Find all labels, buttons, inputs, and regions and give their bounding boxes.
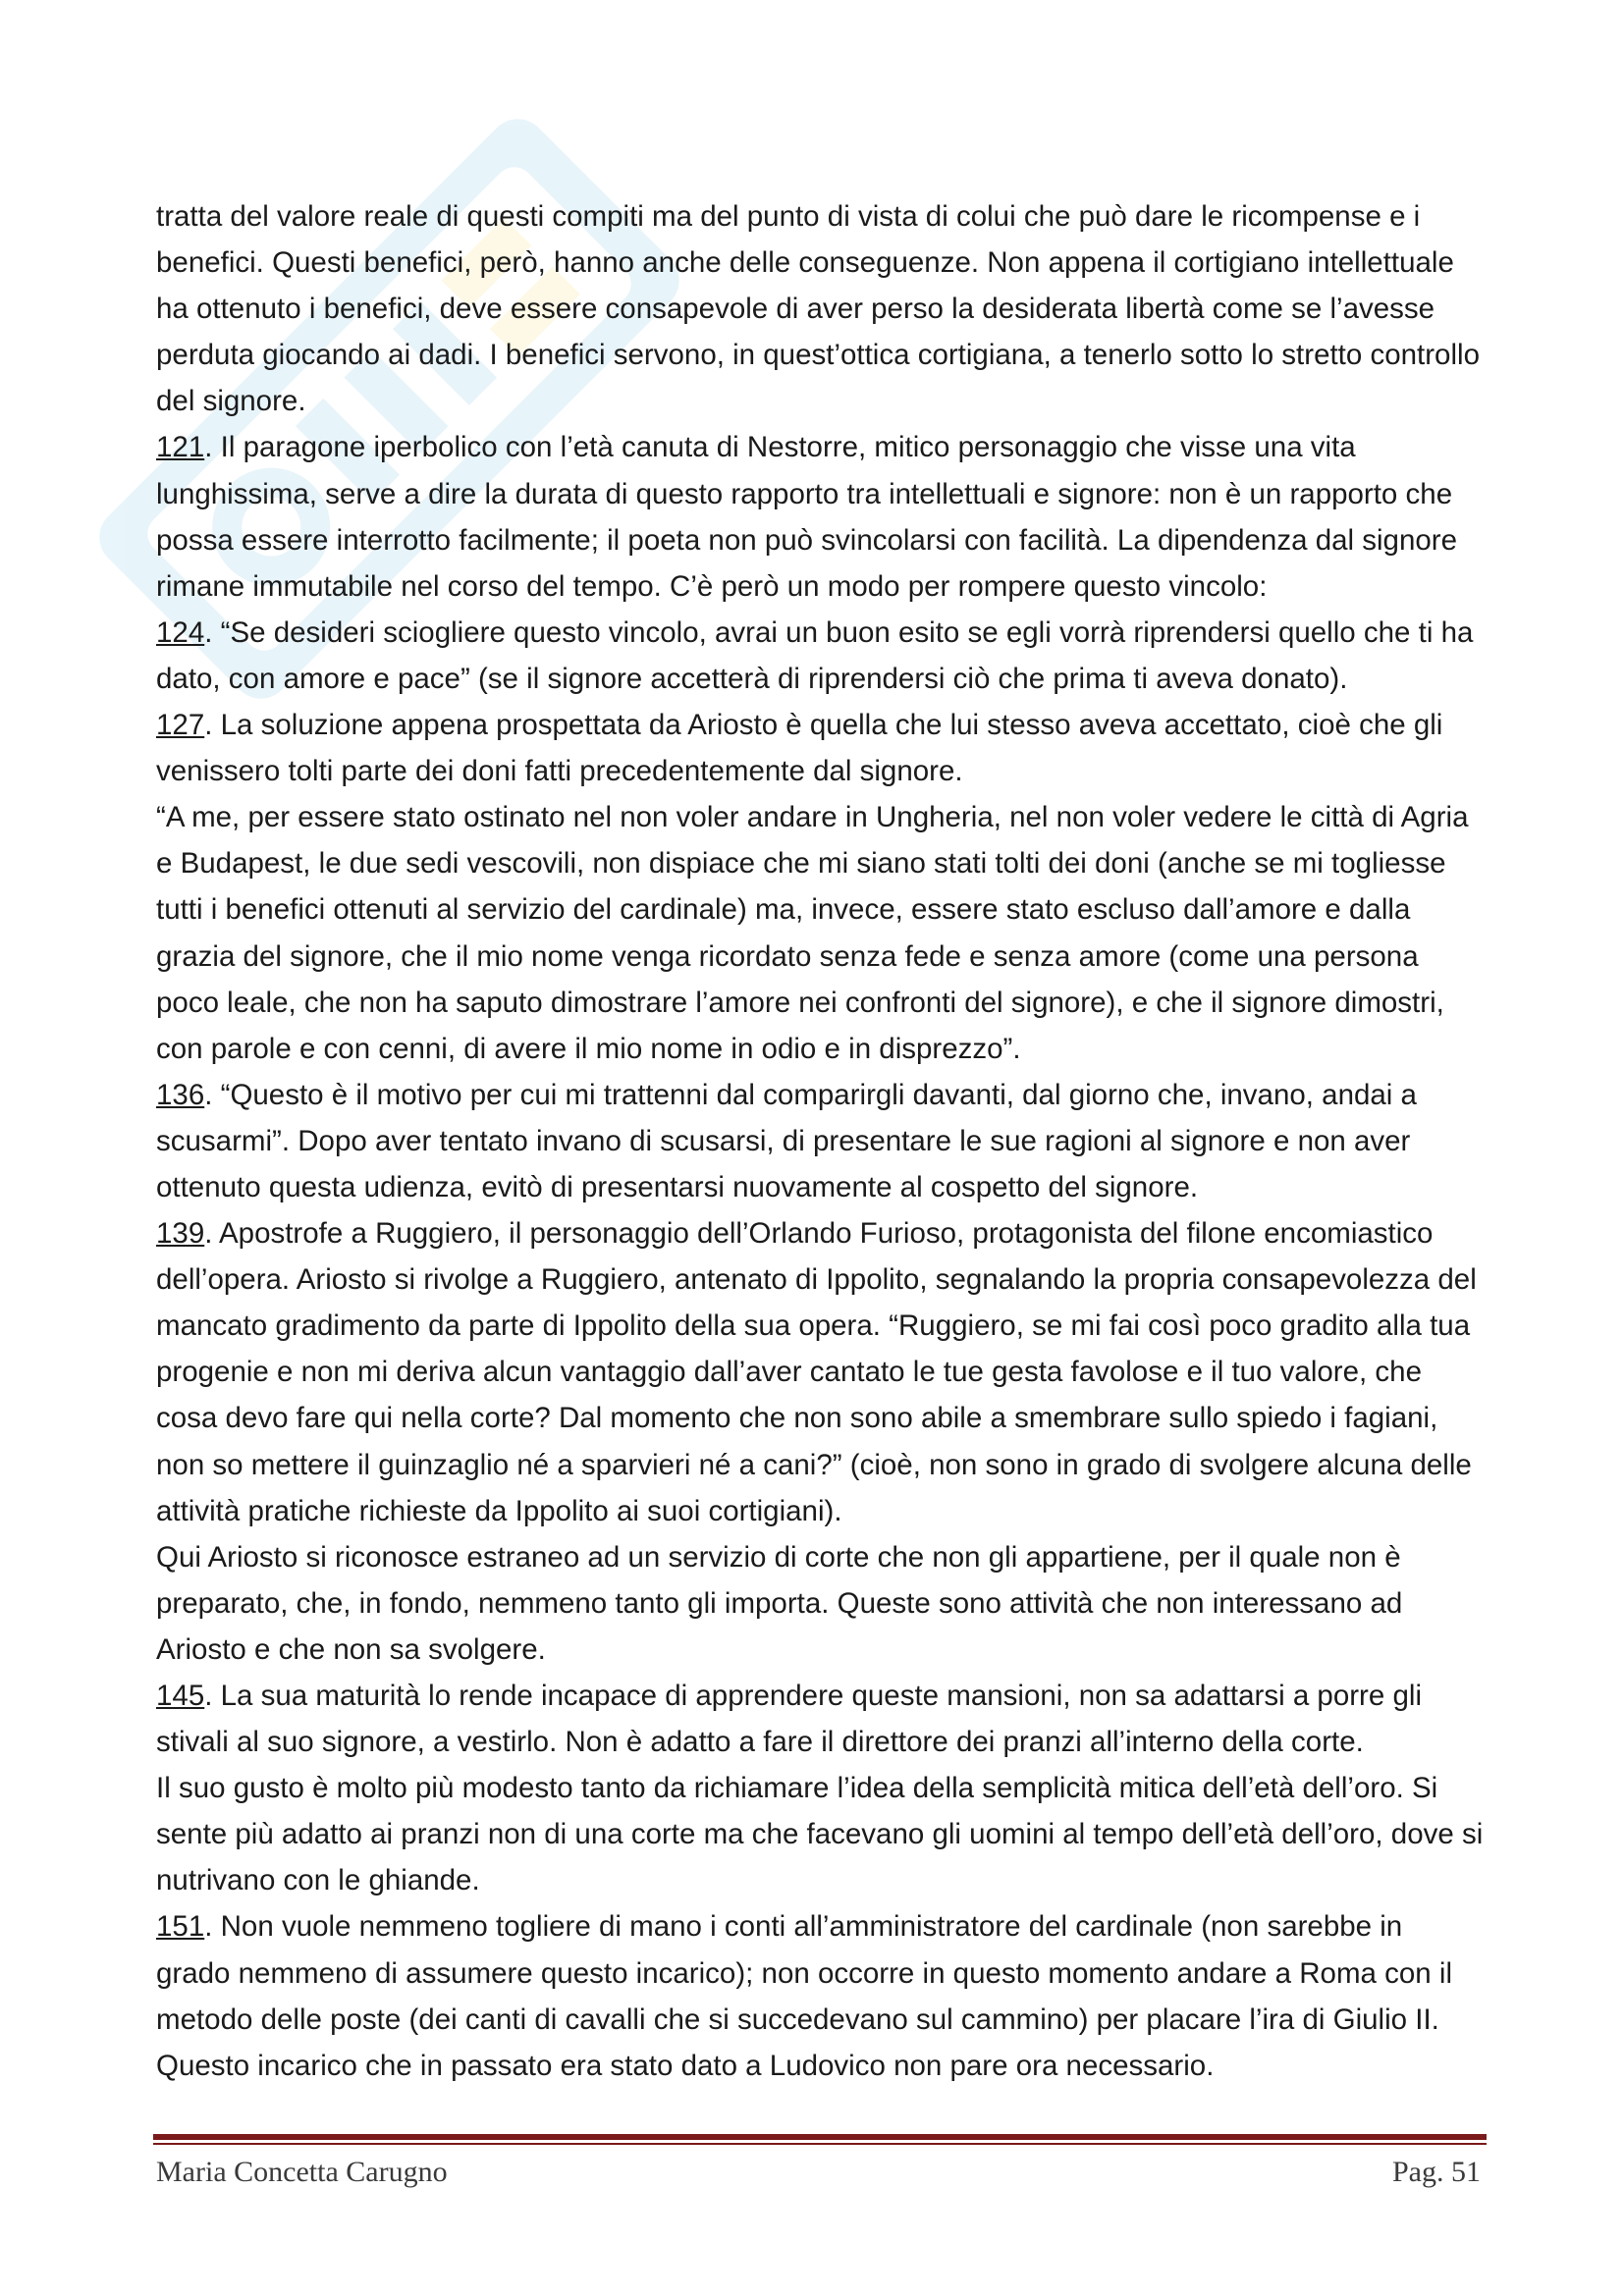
verse-reference: 136 xyxy=(156,1078,205,1111)
footer-divider xyxy=(153,2134,1487,2140)
paragraph-text: . Apostrofe a Ruggiero, il personaggio dell’Orlando Furioso, protagonista del filone encomiastico dell’opera. Ariosto si rivolge a Ruggiero, antenato di Ippolito, segnalando la propria consapevolezza del mancato gradimento da parte di Ippolito della sua opera. “Ruggiero, se mi fai così poco gradito alla tua progenie e non mi deriva alcun vantaggio dall’aver cantato le tue gesta favolose e il tuo valore, che cosa devo fare qui nella corte? Dal momento che non sono abile a smembrare sullo spiedo i fagiani, non so mettere il guinzaglio né a sparvieri né a cani?” (cioè, non sono in grado di svolgere alcuna delle attività pratiche richieste da Ippolito ai suoi cortigiani). xyxy=(156,1217,1477,1527)
paragraph xyxy=(156,1210,1484,1534)
verse-reference: 139 xyxy=(156,1217,205,1251)
paragraph-text: . Il paragone iperbolico con l’età canuta di Nestorre, mitico personaggio che visse una vita lunghissima, serve a dire la durata di questo rapporto tra intellettuali e signore: non è un rapporto che possa essere interrotto facilmente; il poeta non può svincolarsi con facilità. La dipendenza dal signore rimane immutabile nel corso del tempo. C’è però un modo per rompere questo vincolo: xyxy=(156,431,1458,603)
paragraph xyxy=(156,1903,1484,2088)
paragraph-text: . La sua maturità lo rende incapace di apprendere queste mansioni, non sa adattarsi a porre gli stivali al suo signore, a vestirlo. Non è adatto a fare il direttore dei pranzi all’interno della corte. xyxy=(156,1680,1422,1759)
footer-divider-thin xyxy=(153,2143,1487,2145)
paragraph xyxy=(156,794,1484,1072)
paragraph xyxy=(156,424,1484,609)
paragraph-text: . La soluzione appena prospettata da Ariosto è quella che lui stesso aveva accettato, cioè che gli venissero tolti parte dei doni fatti precedentemente dal signore. xyxy=(156,709,1443,788)
paragraph-text: . “Questo è il motivo per cui mi trattenni dal comparirgli davanti, dal giorno che, invano, andai a scusarmi”. Dopo aver tentato invano di scusarsi, di presentare le sue ragioni al signore e non aver ottenuto questa udienza, evitò di presentarsi nuovamente al cospetto del signore. xyxy=(156,1078,1417,1203)
paragraph xyxy=(156,1673,1484,1765)
page-number: Pag. 51 xyxy=(1392,2156,1481,2188)
verse-reference: 124 xyxy=(156,615,205,649)
paragraph-text: “A me, per essere stato ostinato nel non voler andare in Ungheria, nel non voler vedere le città di Agria e Budapest, le due sedi vescovili, non dispiace che mi siano stati tolti dei doni (anche se mi togliesse tutti i benefici ottenuti al servizio del cardinale) ma, invece, essere stato escluso dall’amore e dalla grazia del signore, che il mio nome venga ricordato senza fede e senza amore (come una persona poco leale, che non ha saputo dimostrare l’amore nei confronti del signore), e che il signore dimostri, con parole e con cenni, di avere il mio nome in odio e in disprezzo”. xyxy=(156,801,1469,1065)
paragraph xyxy=(156,702,1484,794)
verse-reference: 151 xyxy=(156,1910,205,1944)
paragraph-text: Qui Ariosto si riconosce estraneo ad un servizio di corte che non gli appartiene, per il quale non è preparato, che, in fondo, nemmeno tanto gli importa. Queste sono attività che non interessano ad Ariosto e che non sa svolgere. xyxy=(156,1540,1403,1666)
paragraph xyxy=(156,1534,1484,1673)
paragraph-text: tratta del valore reale di questi compiti ma del punto di vista di colui che può dare le ricompense e i benefici. Questi benefici, però, hanno anche delle conseguenze. Non appena il cortigiano intellettuale ha ottenuto i benefici, deve essere consapevole di aver perso la desiderata libertà come se l’avesse perduta giocando ai dadi. I benefici servono, in quest’ottica cortigiana, a tenerlo sotto lo stretto controllo del signore. xyxy=(156,200,1480,418)
paragraph-text: Il suo gusto è molto più modesto tanto da richiamare l’idea della semplicità mitica dell’età dell’oro. Si sente più adatto ai pranzi non di una corte ma che facevano gli uomini al tempo dell’età dell’oro, dove si nutrivano con le ghiande. xyxy=(156,1772,1484,1897)
paragraph xyxy=(156,1072,1484,1210)
paragraph xyxy=(156,1765,1484,1903)
paragraph xyxy=(156,193,1484,424)
document-body xyxy=(156,193,1484,2089)
verse-reference: 127 xyxy=(156,709,205,742)
verse-reference: 145 xyxy=(156,1680,205,1712)
paragraph-text: . Non vuole nemmeno togliere di mano i conti all’amministratore del cardinale (non sarebbe in grado nemmeno di assumere questo incarico); non occorre in questo momento andare a Roma con il metodo delle poste (dei canti di cavalli che si succedevano sul cammino) per placare l’ira di Giulio II. Questo incarico che in passato era stato dato a Ludovico non pare ora necessario. xyxy=(156,1910,1453,2082)
verse-reference: 121 xyxy=(156,431,205,464)
footer-author: Maria Concetta Carugno xyxy=(156,2156,448,2188)
paragraph xyxy=(156,610,1484,702)
paragraph-text: . “Se desideri sciogliere questo vincolo, avrai un buon esito se egli vorrà riprendersi quello che ti ha dato, con amore e pace” (se il signore accetterà di riprendersi ciò che prima ti aveva donato). xyxy=(156,615,1474,695)
